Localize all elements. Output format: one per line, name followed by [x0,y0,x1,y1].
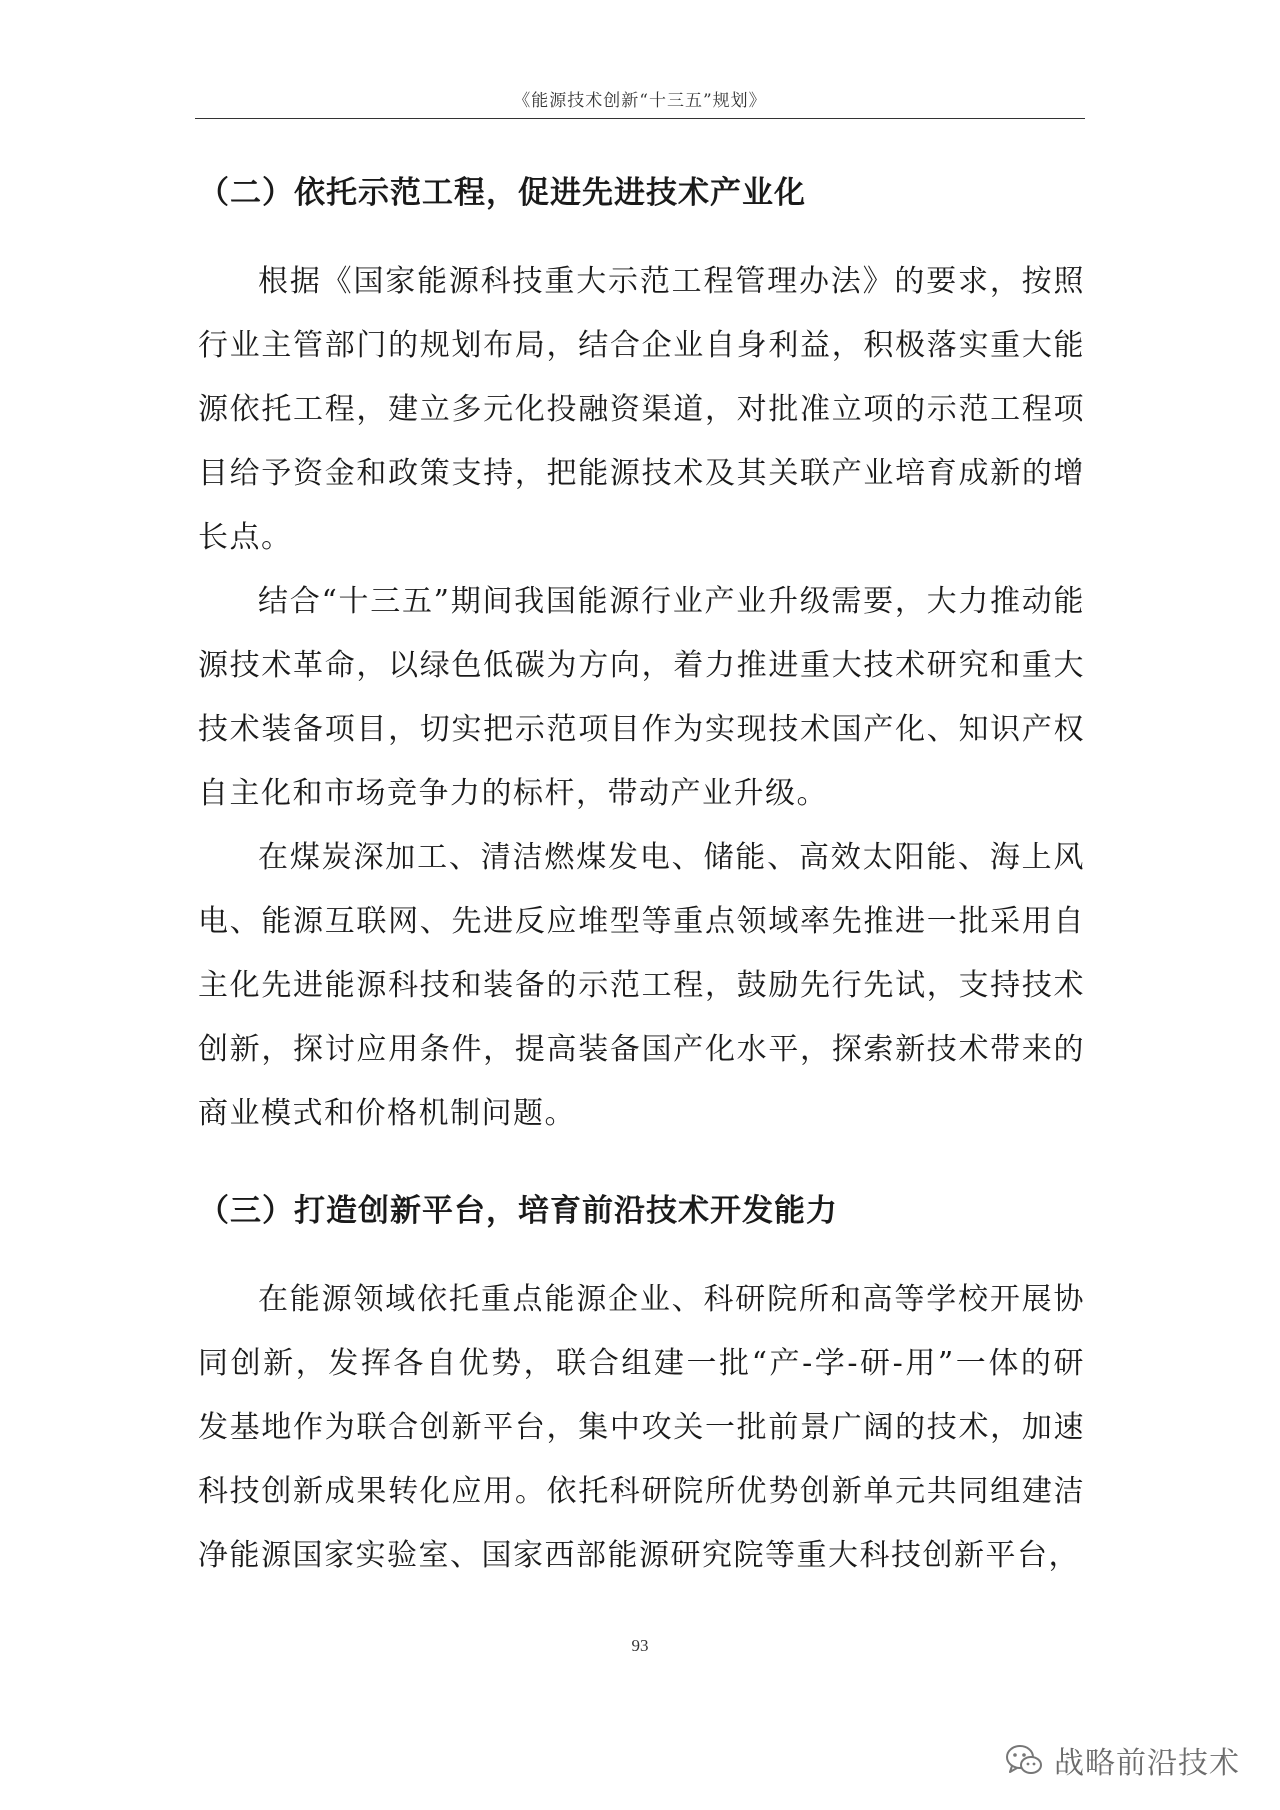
running-header: 《能源技术创新“十三五”规划》 [513,91,767,111]
paragraph: 结合“十三五”期间我国能源行业产业升级需要，大力推动能源技术革命，以绿色低碳为方向，着力推进重大技术研究和重大技术装备项目，切实把示范项目作为实现技术国产化、知识产权自主化和市场竞争力的标杆，带动产业升级。 [198,584,1085,811]
header-rule [195,118,1085,119]
paragraph: 根据《国家能源科技重大示范工程管理办法》的要求，按照行业主管部门的规划布局，结合企业自身利益，积极落实重大能源依托工程，建立多元化投融资渠道，对批准立项的示范工程项目给予资金和政策支持，把能源技术及其关联产业培育成新的增长点。 [198,264,1085,555]
page-number: 93 [631,1636,649,1655]
section-heading-2: （二）依托示范工程，促进先进技术产业化 [198,175,806,211]
wechat-icon [1004,1740,1044,1780]
watermark-text: 战略前沿技术 [1054,1746,1240,1781]
page-body [198,158,1085,1588]
section-heading-3: （三）打造创新平台，培育前沿技术开发能力 [198,1193,838,1229]
paragraph: 在能源领域依托重点能源企业、科研院所和高等学校开展协同创新，发挥各自优势，联合组建一批“产-学-研-用”一体的研发基地作为联合创新平台，集中攻关一批前景广阔的技术，加速科技创新成果转化应用。依托科研院所优势创新单元共同组建洁净能源国家实验室、国家西部能源研究院等重大科技创新平台， [198,1282,1085,1573]
watermark [1004,1738,1240,1782]
paragraph: 在煤炭深加工、清洁燃煤发电、储能、高效太阳能、海上风电、能源互联网、先进反应堆型等重点领域率先推进一批采用自主化先进能源科技和装备的示范工程，鼓励先行先试，支持技术创新，探讨应用条件，提高装备国产化水平，探索新技术带来的商业模式和价格机制问题。 [198,840,1085,1131]
